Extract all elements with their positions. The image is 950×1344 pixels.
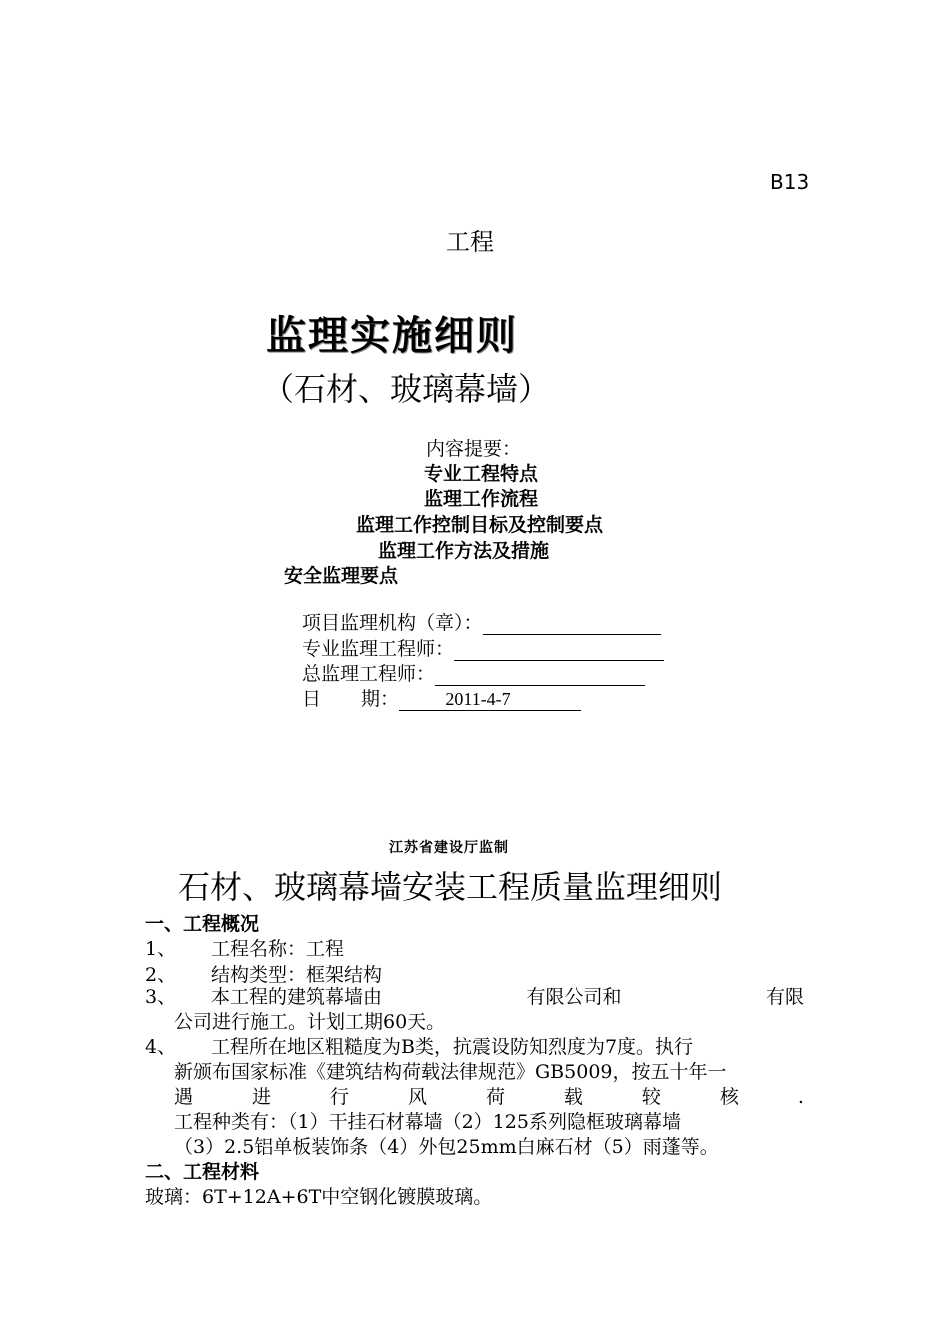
list-item xyxy=(145,960,382,987)
list-item-number: 4、 xyxy=(145,1036,177,1058)
supervision-org-field xyxy=(302,608,661,635)
specialist-engineer-label: 专业监理工程师： xyxy=(302,638,455,660)
list-item-number: 3、 xyxy=(145,986,177,1008)
specialist-engineer-blank xyxy=(454,638,664,661)
list-item-text: 工程名称：工程 xyxy=(211,938,345,960)
material-line-glass: 玻璃：6T+12A+6T中空钢化镀膜玻璃。 xyxy=(145,1186,493,1208)
contents-item: 监理工作方法及措施 xyxy=(378,540,550,562)
list-item-line: 4、 工程所在地区粗糙度为B类，抗震设防知烈度为7度。执行 xyxy=(145,1036,694,1058)
contents-item: 安全监理要点 xyxy=(284,565,399,587)
contents-item: 专业工程特点 xyxy=(424,463,539,485)
date-field xyxy=(302,684,581,711)
contents-item: 监理工作流程 xyxy=(424,488,539,510)
issuer-note: 江苏省建设厅监制 xyxy=(389,840,509,856)
list-item-number: 1、 xyxy=(145,938,177,960)
supervision-org-blank xyxy=(483,612,661,635)
date-label-part2: 期： xyxy=(361,688,400,710)
date-label-part1: 日 xyxy=(302,688,322,710)
date-value: 2011-4-7 xyxy=(399,689,581,711)
contractor-text-b: 有限公司和 xyxy=(526,986,622,1008)
specialist-engineer-field xyxy=(302,634,664,661)
document-code: B13 xyxy=(770,170,810,194)
section-heading-materials: 二、工程材料 xyxy=(145,1161,260,1183)
list-item xyxy=(145,1035,804,1160)
project-name-heading: 工程 xyxy=(446,228,494,256)
list-item-number: 2、 xyxy=(145,964,177,986)
list-item-line xyxy=(145,985,804,1010)
list-item xyxy=(145,934,344,961)
list-item-line: （3）2.5铝单板装饰条（4）外包25mm白麻石材（5）雨蓬等。 xyxy=(174,1136,719,1158)
subtitle: （石材、玻璃幕墙） xyxy=(262,370,551,408)
contents-item: 监理工作控制目标及控制要点 xyxy=(356,514,604,536)
list-item-line: 新颁布国家标准《建筑结构荷载法律规范》GB5009，按五十年一 xyxy=(174,1061,727,1083)
contents-heading: 内容提要： xyxy=(426,438,522,460)
list-item-line: 遇 进 行 风 荷 载 较 核 . xyxy=(174,1086,804,1108)
list-item xyxy=(145,985,804,1035)
supervision-org-label: 项目监理机构（章）： xyxy=(302,612,483,634)
contractor-text-c: 有限 xyxy=(765,986,804,1008)
list-item-text: 结构类型：框架结构 xyxy=(211,964,383,986)
chief-engineer-label: 总监理工程师： xyxy=(302,663,436,685)
contractor-text-a: 本工程的建筑幕墙由 xyxy=(211,986,383,1008)
document-title: 石材、玻璃幕墙安装工程质量监理细则 xyxy=(178,868,723,906)
section-heading-overview: 一、工程概况 xyxy=(145,913,260,935)
main-title: 监理实施细则 xyxy=(266,313,518,359)
chief-engineer-field xyxy=(302,659,645,686)
list-item-line: 公司进行施工。计划工期60天。 xyxy=(174,1011,446,1033)
list-item-line: 工程种类有：（1）干挂石材幕墙（2）125系列隐框玻璃幕墙 xyxy=(174,1111,681,1133)
chief-engineer-blank xyxy=(435,663,645,686)
